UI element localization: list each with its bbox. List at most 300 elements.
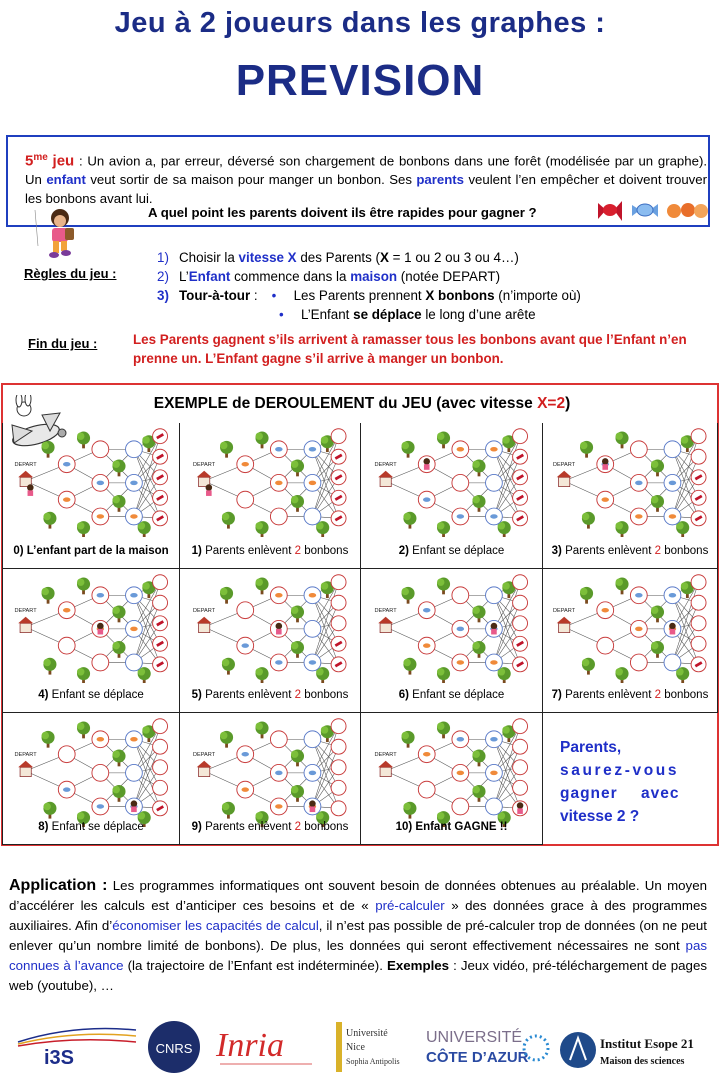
graph-diagram [182,425,357,537]
child-marker-icon [27,484,34,496]
rule-1-a: Choisir la [179,250,239,265]
graph-node [304,508,321,525]
tree-icon [437,722,450,739]
page-title-line1: Jeu à 2 joueurs dans les graphes : [114,7,606,39]
graph-node [418,781,435,798]
candy-node [691,429,706,444]
candy-node [691,595,706,610]
application-t3: , il n’est pas possible de pré-calculer trop de données (on ne peut enlever qu’un nombre limité de bonbons). De plus, les données qui seront effectivement nécessaires ne sont [9,918,708,953]
step-count: 2 [654,689,661,701]
graph-node [304,620,321,637]
candy-node [153,719,168,734]
house-icon [18,471,33,487]
house-icon [197,617,212,633]
candy-node [331,636,346,651]
rule-2-b: commence dans la [230,269,351,284]
cnrs-logo-text: CNRS [155,1041,193,1056]
step-caption [180,689,360,701]
uca-text-1: UNIVERSITÉ [426,1029,523,1046]
tree-icon [43,658,56,675]
depart-label: DEPART [192,752,216,759]
step-caption [180,545,360,557]
graph-node [270,731,287,748]
rule-3-colon: : [250,288,258,303]
graph-node [237,746,254,763]
candy-node [691,449,706,464]
graph-node [126,654,143,671]
graph-diagram [182,715,357,827]
graph-node [237,456,254,473]
graph-node [58,491,75,508]
example-step-8 [2,713,180,845]
graph-node [452,474,469,491]
application-l2: économiser les capacités de calcul [112,918,319,933]
graph-node [304,654,321,671]
univ-nice-text-3: Sophia Antipolis [346,1057,400,1066]
tree-icon [582,512,595,529]
tree-icon [403,512,416,529]
graph-node [237,491,254,508]
graph-node [418,602,435,619]
candy-node [513,595,528,610]
enfant-word: enfant [46,172,86,188]
graph-node [664,508,681,525]
graph-node [486,474,503,491]
graph-node [304,587,321,604]
graph-node [486,441,503,458]
candy-node [691,657,706,672]
graph-diagram [5,715,177,827]
graph-node [452,508,469,525]
rule-1 [157,248,581,267]
graph-node [58,456,75,473]
tree-icon [472,750,485,767]
step-text-b: bonbons [301,821,349,833]
step-number: 5) [191,689,202,701]
step-text-b: bonbons [661,545,709,557]
house-icon [378,761,393,777]
graph-node [486,508,503,525]
graph-node [452,654,469,671]
candy-node [513,616,528,631]
candy-node [153,429,168,444]
tree-icon [77,722,90,739]
tree-icon [42,441,55,458]
uca-logo [424,1018,552,1076]
graph-node [597,491,614,508]
graph-diagram [545,571,714,683]
candy-node [331,449,346,464]
step-caption [3,545,179,557]
step-number: 0) [13,545,24,557]
candy-node [153,470,168,485]
step-text-b: bonbons [661,689,709,701]
example-step-6 [361,569,543,713]
tree-icon [112,641,125,658]
tree-icon [616,521,629,537]
step-text-a: Parents enlèvent [561,689,655,701]
graph-node [664,474,681,491]
application-t1: Les programmes informatiques ont souvent besoin de données obtenues au préalable. Un moyen d’accélérer les calculs est d’anticiper ces besoins et de « [9,878,707,913]
step-text-b: bonbons [301,545,349,557]
rule-1-vitesse: vitesse X [238,250,297,265]
graph-node [597,637,614,654]
graph-node [270,587,287,604]
rule-2-a: L’ [179,269,189,284]
tree-icon [291,641,304,658]
graph-node [452,620,469,637]
rule-3-b2-b: le long d’une arête [421,307,536,322]
tree-icon [220,731,233,748]
step-caption [3,821,179,833]
tree-icon [437,521,450,537]
inria-logo-text: Inria [216,1027,284,1064]
rule-1-c: = 1 ou 2 ou 3 ou 4…) [388,250,519,265]
rule-3-b2-bold: se déplace [353,307,422,322]
candy-node [331,760,346,775]
graph-node [486,587,503,604]
tree-icon [42,731,55,748]
tree-icon [77,521,90,537]
step-number: 4) [38,689,49,701]
tree-icon [651,641,664,658]
graph-node [92,587,109,604]
tree-icon [316,521,329,537]
candy-node [513,449,528,464]
step-number: 9) [191,821,202,833]
step-text-b: bonbons [301,689,349,701]
closing-question [560,736,708,828]
step-text-a: Parents enlèvent [561,545,655,557]
i3s-logo [14,1018,140,1076]
house-icon [557,617,572,633]
depart-label: DEPART [14,608,37,615]
tree-icon [403,802,416,819]
step-caption [3,689,179,701]
candy-node [691,616,706,631]
tree-icon [651,495,664,512]
depart-label: DEPART [14,462,37,469]
graph-node [126,474,143,491]
tree-icon [616,432,629,449]
tree-icon [580,587,593,604]
graph-diagram [545,425,714,537]
rule-2 [157,267,581,286]
uca-text-2: CÔTE D’AZUR [426,1049,529,1066]
graph-node [664,441,681,458]
graph-node [58,602,75,619]
rule-3-bullet-2 [279,305,581,324]
graph-node [92,441,109,458]
tree-icon [291,495,304,512]
tree-icon [402,587,415,604]
candy-node [331,429,346,444]
candy-node [331,575,346,590]
graph-node [270,764,287,781]
tree-icon [580,441,593,458]
application-paragraph [9,876,707,996]
graph-node [126,441,143,458]
graph-node [486,764,503,781]
graph-node [452,441,469,458]
graph-diagram [5,571,177,683]
application-head: Application : [9,877,108,894]
graph-node [92,508,109,525]
house-icon [18,761,33,777]
candy-red-icon [598,201,622,221]
candy-node [153,575,168,590]
graph-node [126,587,143,604]
graph-node [270,474,287,491]
tree-icon [42,587,55,604]
rule-1-num: 1) [157,250,169,265]
step-number: 1) [191,545,202,557]
graph-node [126,620,143,637]
graph-node [237,602,254,619]
game-word: jeu [52,152,75,170]
candy-node [331,739,346,754]
closing-line-4: vitesse 2 ? [560,808,640,825]
rules-list [157,248,581,324]
graph-node [452,798,469,815]
rule-3-b1-b: (n’importe où) [494,288,581,303]
esope-logo [558,1018,718,1076]
example-step-0 [2,423,180,569]
rule-1-x: X [379,250,389,265]
tree-icon [316,667,329,683]
tree-icon [222,512,235,529]
graph-node [270,798,287,815]
candy-node [331,616,346,631]
step-text: L’enfant part de la maison [23,545,169,557]
tree-icon [403,658,416,675]
step-number: 10) [395,821,413,833]
tree-icon [222,802,235,819]
tree-icon [437,578,450,595]
graph-node [630,654,647,671]
graph-node [418,746,435,763]
graph-node [452,764,469,781]
graph-node [597,602,614,619]
depart-label: DEPART [192,462,216,469]
graph-node [486,798,503,815]
example-step-4 [2,569,180,713]
tree-icon [437,667,450,683]
candy-node [153,595,168,610]
candy-node [513,429,528,444]
example-step-2 [361,423,543,569]
tree-icon [43,802,56,819]
depart-label: DEPART [374,462,397,469]
tree-icon [256,667,269,683]
step-count: 2 [654,545,661,557]
step-number: 2) [398,545,409,557]
example-step-7 [543,569,718,713]
example-step-1 [180,423,361,569]
tree-icon [616,578,629,595]
tree-icon [220,587,233,604]
tree-icon [616,667,629,683]
tree-icon [498,521,511,537]
step-caption [361,821,542,833]
univ-nice-text-1: Université [346,1028,388,1039]
application-t2: » des données grace à des programmes auxiliaires. Afin d’ [9,898,707,933]
tree-icon [676,667,689,683]
candy-node [331,470,346,485]
esope-text-2: Maison des sciences [600,1056,685,1067]
esope-text-1: Institut Esope 21 [600,1036,694,1051]
graph-node [92,731,109,748]
candy-node [153,449,168,464]
candy-node [153,801,168,816]
tree-icon [112,785,125,802]
graph-node [126,764,143,781]
tree-icon [256,432,269,449]
candy-orange-icon [667,203,708,218]
rule-2-num: 2) [157,269,169,284]
candy-node [331,511,346,526]
tree-icon [112,750,125,767]
depart-label: DEPART [192,608,216,615]
tree-icon [472,606,485,623]
house-icon [197,471,212,487]
graph-node [418,491,435,508]
step-text: Enfant se déplace [408,689,505,701]
graph-node [92,474,109,491]
tree-icon [402,731,415,748]
application-examples-label: Exemples [386,958,450,973]
depart-label: DEPART [552,608,576,615]
tree-icon [77,667,90,683]
depart-label: DEPART [552,462,576,469]
tree-icon [472,460,485,477]
candy-node [513,739,528,754]
graph-diagram [5,425,177,537]
candy-node [331,780,346,795]
candy-node [153,739,168,754]
graph-node [270,441,287,458]
graph-node [270,654,287,671]
graph-node [58,746,75,763]
step-caption [180,821,360,833]
rule-3-b1-bold: X bonbons [425,288,495,303]
closing-line-1: Parents, [560,739,622,756]
tree-icon [402,441,415,458]
bullet-icon: • [271,288,277,303]
step-text-a: Parents enlèvent [201,545,295,557]
rule-2-c: (notée DEPART) [397,269,501,284]
candy-node [331,657,346,672]
tree-icon [472,641,485,658]
example-step-10 [361,713,543,845]
graph-diagram [363,715,539,827]
graph-diagram [182,571,357,683]
step-text: Enfant se déplace [48,689,144,701]
tree-icon [651,606,664,623]
depart-label: DEPART [374,752,397,759]
graph-node [418,637,435,654]
candy-node [153,636,168,651]
tree-icon [112,495,125,512]
graph-node [237,781,254,798]
tree-icon [437,432,450,449]
step-caption [543,689,717,701]
example-step-9 [180,713,361,845]
tree-icon [291,750,304,767]
i3s-logo-text: i3S [44,1047,75,1069]
step-text: Enfant se déplace [48,821,144,833]
candy-node [153,760,168,775]
candy-node [331,719,346,734]
graph-diagram [363,571,539,683]
application-t4: (la trajectoire de l’Enfant est indéterminée). [123,958,387,973]
intro-box [6,135,710,227]
intro-question: A quel point les parents doivent ils être rapides pour gagner ? [148,205,537,220]
graph-node [58,637,75,654]
tree-icon [138,667,151,683]
candy-node [513,511,528,526]
game-number: 5 [25,152,34,170]
graph-node [126,508,143,525]
bullet-icon: • [279,307,284,322]
page-title-line2: PREVISION [235,56,485,105]
application-t5: : Jeux vidéo, pré-téléchargement de pages web (youtube), … [9,958,707,993]
graph-node [630,441,647,458]
candy-node [331,801,346,816]
step-number: 8) [38,821,49,833]
graph-node [630,620,647,637]
candy-node [513,760,528,775]
graph-node [452,587,469,604]
child-marker-icon [206,484,213,496]
rule-3-label: Tour-à-tour [179,288,251,303]
step-text: Enfant GAGNE !! [412,821,508,833]
tree-icon [291,460,304,477]
graph-node [92,654,109,671]
rule-3 [157,286,581,305]
tree-icon [291,606,304,623]
graph-node [664,587,681,604]
tree-icon [222,658,235,675]
step-number: 3) [551,545,562,557]
tree-icon [651,460,664,477]
intro-text-b: veut sortir de sa maison pour manger un bonbon. Ses [85,172,417,188]
end-text: Les Parents gagnent s’ils arrivent à ramasser tous les bonbons avant que l’Enfant n’en prenne un. L’Enfant gagne s’il arrive à manger un bonbon. [133,332,687,366]
house-icon [197,761,212,777]
house-icon [18,617,33,633]
inria-logo [212,1018,322,1076]
application-l3: pas connues à l’avance [9,938,707,973]
graph-node [664,654,681,671]
graph-node [92,798,109,815]
footer-logos [0,1018,720,1076]
rule-3-b1-a: Les Parents prennent [293,288,426,303]
application-l1: pré-calculer [375,898,445,913]
candy-node [153,490,168,505]
tree-icon [256,722,269,739]
step-text-a: Parents enlèvent [201,821,295,833]
depart-label: DEPART [14,752,37,759]
tree-icon [43,512,56,529]
step-caption [543,545,717,557]
candy-node [513,719,528,734]
graph-node [486,731,503,748]
child-character-icon [32,206,86,262]
candy-node [691,470,706,485]
example-step-3 [543,423,718,569]
candy-node [331,490,346,505]
univ-nice-logo [334,1018,416,1076]
